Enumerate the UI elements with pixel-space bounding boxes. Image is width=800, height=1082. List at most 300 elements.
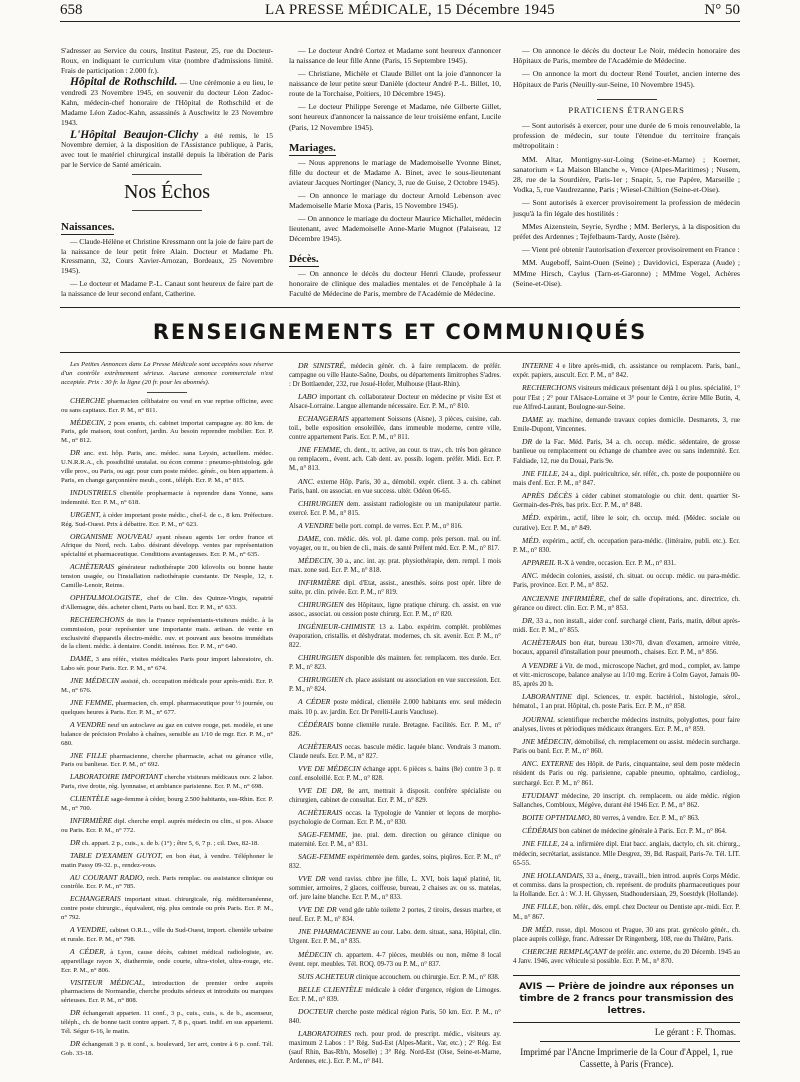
classified-ad — [513, 616, 740, 635]
classified-ad — [513, 692, 740, 711]
ad-keyword: MÉD. — [522, 513, 541, 523]
ad-keyword: SAGE-FEMME, — [298, 830, 348, 840]
divider — [132, 210, 202, 211]
ad-text: médecin colonies, assisté, ch. situat. ou occup. médic. ou para-médic. Paris, province. Ecr. P. M., n° 852. — [513, 573, 740, 590]
ad-keyword: DR — [70, 1008, 81, 1018]
ad-keyword: JNE FEMME, — [70, 698, 114, 707]
ad-keyword: CHIRURGIEN — [298, 675, 344, 685]
classified-ad — [289, 950, 501, 969]
ad-keyword: INGÉNIEUR-CHIMISTE — [298, 622, 376, 632]
practitioner-notice: MM. Augeboff, Saint-Ouen (Seine) ; Davidovici, Esperaza (Aude) ; MMme Hirsch, Caylus (Tarn-et-Garonne) ; MMme Vogel, Achères (Seine-et-Oise). — [513, 258, 740, 288]
top-column-1 — [61, 46, 273, 302]
ad-text: ch. dent., tr. active, au cour. ts trav., ch. très bon gérance ou remplacem., évent. ach. Cab dent. av. possib. logem. préfér. Midi. Ecr. P. M., n° 813. — [289, 447, 501, 473]
ad-keyword: LABORANTINE — [522, 692, 572, 702]
ad-text: pharmacien célibataire ou veuf en vue reprise officine, avec ou sans capitaux. Ecr. P. M., n° 811. — [61, 397, 273, 414]
classified-ad — [289, 499, 501, 518]
ad-text: 8e arrt, mettrait à disposit. confrère spécialiste ou chirurgien, cabinet de consultat. Ecr. P. M., n° 829. — [289, 787, 502, 804]
ad-text: vend gde table toilette 2 portes, 2 tiroirs, dessus marbre, et neuf. Ecr. P. M., n° 834. — [289, 907, 501, 924]
classified-ad — [289, 653, 501, 672]
ads-column-3 — [513, 361, 740, 1070]
classified-ad — [61, 1040, 273, 1059]
classified-ad — [289, 852, 501, 871]
marriage-notice: — Nous apprenons le mariage de Mademoiselle Yvonne Binet, fille du docteur et de Madame A. Binet, avec le sous-lieutenant aviateur Jacques Nortinger (Nancy, 3, rue de Guise, 2 Octobre 1945). — [289, 157, 501, 187]
ad-text: dipl. d'Etat, assist., anesthés. soins post opér. libre de suite, pr. clin. privée. Ecr. P. M., n° 819. — [289, 579, 501, 596]
practitioner-notice: — Sont autorisés à exercer, pour une durée de 6 mois renouvelable, la profession de médecin, sur toute l'étendue du territoire français métropolitain : — [513, 121, 740, 151]
classified-ad — [289, 414, 501, 442]
ad-keyword: VVE DE MÉDECIN — [298, 763, 361, 773]
ad-text: de ttes la France représentants-visiteurs médic. à la commission, pour représenter une importante mais. artisan. de vente en exclusivité d'appareils électro-médic. ouv. et pouvant aux besoins immédiats de la client. médic. à dentaire. Condit. intéress. Ecr. P. M., n° 640. — [61, 616, 273, 651]
classified-ad — [513, 826, 740, 836]
ad-text: médecine, 20 inscript. ch. remplacem. ou aide médic. région Sallanches, Combloux, Mégève, durant été 1946 Ecr. P. M., n° 862. — [513, 792, 740, 809]
renseignements-heading: RENSEIGNEMENTS ET COMMUNIQUÉS — [152, 320, 648, 344]
ad-text: scientifique recherche médecins instruits, polyglottes, pour faire analyses, livres et périodiques médicaux étrangers. Ecr. P. M., n° 859. — [513, 716, 740, 733]
classified-ad — [513, 737, 740, 756]
ad-keyword: ORGANISME NOUVEAU — [70, 531, 153, 541]
ad-keyword: JNE MÉDECIN — [70, 676, 120, 686]
classified-ad — [61, 839, 273, 849]
rothschild-text: — Une cérémonie a eu lieu, le vendredi 23 Novembre 1945, en souvenir du docteur Léon Zadoc-Kahn, médecin-chef honoraire de l'Hôpital de Rothschild et de Madame Léon Zadoc-Kahn, assassinés à Auschwitz le 23 Novembre 1943. — [61, 78, 273, 127]
ad-text: expérim., actif, libre le soir, ch. occup. méd. (Médec. sociale ou curative). Ecr. P. M., n° 849. — [513, 515, 740, 532]
ad-keyword: SAGE-FEMME — [298, 852, 346, 862]
ad-text: 24 a., dipl. puéricultrice, sér. référ., ch. poste de pouponnière ou mais d'enf. Ecr. P. M., n° 847. — [513, 470, 740, 487]
beaujon-text: a été remis, le 15 Novembre dernier, à la disposition de l'Assistance publique, à Paris, avec tout le matériel chirurgical installé depuis la libération de Paris par le Service de Santé américain. — [61, 130, 273, 169]
birth-notice: — Le docteur et Madame P.-L. Canaut sont heureux de faire part de la naissance de leur second enfant, Catherine. — [61, 279, 273, 298]
beaujon-title: L'Hôpital Beaujon-Clichy — [70, 128, 199, 141]
ad-text: cherche visiteurs médicaux ouv. 2 labor. Paris, rive droite, rég. lyonnaise, et ambiance parisienne. Ecr. P. M., n° 698. — [61, 774, 273, 791]
ad-keyword: DAME, — [298, 533, 321, 543]
classified-ad — [513, 491, 740, 510]
praticiens-heading: PRATICIENS ÉTRANGERS — [568, 104, 685, 115]
birth-notice: — Le docteur André Cortez et Madame sont heureux d'annoncer la naissance de leur fille Anne (Paris, 15 Septembre 1945). — [289, 46, 501, 66]
classified-ad — [61, 852, 273, 871]
death-notice: — On annonce le décès du docteur Henri Claude, professeur honoraire de clinique des maladies mentales et de l'encéphale à la Faculté de Médecine de Paris, membre de l'Académie de Médecine. — [289, 269, 501, 299]
classified-ad — [513, 925, 740, 944]
ad-text: échangerait apparten. 11 conf., 3 p., cuis., cuis., s. de b., ascenseur, téléph., ch. de bonne tacit contre appart. 7, 8 p., quart. indif. en sus appartemt. Tél. Ségur 6-16, le matin. — [61, 1010, 274, 1036]
classified-ad — [513, 839, 740, 868]
classified-ad — [61, 616, 273, 653]
ad-keyword: CLIENTÈLE — [70, 794, 110, 804]
ad-keyword: JNE FILLE, — [522, 468, 560, 478]
ad-text: 24 a. infirmière dipl. Etat bacc. anglais, dactylo, ch. sit. chirurg., médecin, secrétariat, assistance. Mlle Desgrez, 39, Bd. Raspail, Paris-7e. Tél. LIT. 65-55. — [513, 841, 740, 867]
ad-text: 30 a., anc. int. ay. prat. physiothérapie, dem. rempl. 1 mois max. zone sud. Ecr. P. M., n° 818. — [289, 557, 501, 574]
ad-text: 4 e libre après-midi, ch. assistance ou remplacem. Paris, banl., expér. papiers, auscult. Ecr. P. M., n° 842. — [513, 363, 740, 380]
rothschild-notice — [61, 78, 273, 127]
ad-text: rech. Paris remplac. ou assistance clinique ou contrôle. Ecr. P. M., n° 785. — [61, 874, 274, 891]
ad-keyword: ACHÈTERAIS — [298, 741, 343, 751]
ad-keyword: ANC. EXTERNE — [522, 759, 574, 769]
classified-ad — [61, 449, 273, 486]
ad-text: clientèle propharmacie à reprendre dans Yonne, sans indemnité. Ecr. P. M., n° 618. — [61, 489, 273, 506]
classified-ad — [61, 721, 273, 749]
ad-keyword: VVE DR — [298, 874, 326, 884]
ad-keyword: DAME, — [70, 654, 93, 664]
classified-ad — [513, 558, 740, 568]
ad-keyword: ANC. — [298, 476, 315, 486]
ad-text: disponible dès mainten. fer. remplacem. ttes durée. Ecr. P. M., n° 823. — [289, 655, 501, 672]
classified-ad — [61, 677, 273, 696]
birth-notice: — Le docteur Philippe Serenge et Madame, née Gilberte Gillet, sont heureux d'annoncer la naissance de leur troisième enfant, Lucile (Paris, 12 Novembre 1945). — [289, 102, 501, 132]
ad-text: dem. assistant radiologiste ou un manipulateur partie. exercé. Ecr. P. M., n° 815. — [289, 500, 501, 517]
classified-ad — [61, 511, 273, 530]
practitioner-notice: MMes Aizenstein, Seyrie, Syrdhe ; MM. Berlerys, à la disposition du préfet des Ardennes ; Tejfelbaum-Tardy, Aoste (Isère). — [513, 221, 740, 242]
ad-text: médicale à céder d'urgence, région de Limoges. Ecr. P. M., n° 839. — [289, 986, 501, 1003]
ad-text: à Lyon, cause décès, cabinet médical radiologiste, av. appareillage rayon X, diathermie, onde courte, ultra-violet, ultra-rouge, etc. Ecr. P. M., n° 806. — [61, 948, 274, 974]
classified-ad — [61, 533, 273, 561]
ad-keyword: ACHÈTERAIS — [522, 638, 567, 648]
ad-text: introduction de premier ordre auprès pharmaciens de Normandie, cherche produits sérieux et introduits ou marques sérieuses. Ecr. P. M., n° 808. — [61, 979, 274, 1005]
ad-keyword: ACHÈTERAIS — [298, 807, 343, 817]
ad-text: pharmacienne, cherche pharmacie, achat ou gérance ville, Paris ou banlieue. Ecr. P. M., n° 692. — [61, 752, 273, 769]
ad-keyword: CÉDÉRAIS — [298, 719, 334, 729]
practitioner-notice: — Sont autorisés à exercer provisoirement la profession de médecin jusqu'à la fin légale des hostilités : — [513, 198, 740, 218]
ad-keyword: A VENDRE — [522, 660, 558, 670]
naissances-heading: Naissances. — [61, 220, 115, 233]
ad-keyword: JNE FILLE — [70, 750, 107, 760]
ad-keyword: BOITE OPTHTALMO, — [522, 813, 592, 823]
ad-text: ch. place assistant ou association en vue succession. Ecr. P. M., n° 824. — [289, 677, 501, 694]
classified-ad — [61, 419, 273, 447]
ad-keyword: VVE DE DR — [298, 905, 337, 915]
classified-ad — [61, 979, 273, 1007]
ad-text: de la Fac. Méd. Paris, 34 a. ch. occup. médic. sédentaire, de grosse banlieue ou remplacement ou échange de chambre avec ou sans indemnité. Ecr. Faldiade, 12, rue du Douai, Paris 9e. — [513, 439, 740, 465]
birth-notice: — Claude-Hélène et Christine Kressmann ont la joie de faire part de la naissance de leur petit frère Alain. Docteur et Madame Ph. Kressmann, 32, Cours Xavier-Arnozan, Bordeaux, 25 Novembre 1945). — [61, 236, 273, 276]
divider — [597, 99, 657, 100]
classified-ad — [289, 742, 501, 761]
ad-text: médecin génér. ch. à faire remplacem. de préfér. campagne ou ville Haute-Saône, Doubs, ou départements limitrophes S'adres. : Dr Bottlaender, 232, rue Josué-Hofer, Mulhouse (Haut-Rhin). — [289, 363, 502, 389]
ad-text: générateur radiothérapie 200 kilovolts ou bonne haute tension usagée, ou l'installation radiothérapie cuestante. Dr Nesple, 12, r. Camille-Lenoir, Reims. — [61, 564, 273, 590]
section-rule — [60, 307, 740, 308]
ad-text: au cour. Labo. dem. situat., sana, Hôpital, clin. Urgent. Ecr. P. M., n° 835. — [289, 929, 502, 946]
ad-text: vend raviss. chbre jne fille, L. XVI, bois laqué platiné, lit, sommier, armoires, 2 glaces, coiffeuse, bureau, 2 chaises av. ou ss. matelas, orf. jure laine blanche. Ecr. P. M., n° 833. — [289, 876, 502, 902]
ad-keyword: SUIS ACHETEUR — [298, 971, 355, 981]
running-head — [60, 2, 740, 20]
ad-text: des Hôpitaux, ligne pratique chirurg. ch. assist. en vue assoc., associat. ou cession poste chirurg. Ecr. P. M., n° 820. — [289, 602, 502, 619]
ad-text: poste médical, clientèle 2.000 habitants env. seul médecin mais. 10 p. av. jardin. Ecr. Dr Perelli-Lauris Vaucluse). — [289, 699, 501, 716]
classified-ad — [289, 521, 501, 531]
ad-text: cabinet O.R.L., ville du Sud-Ouest, import. clientèle urbaine et rurale. Ecr. P. M., n° 798. — [61, 927, 274, 943]
practitioner-notice: — Vient pré obtenir l'autorisation d'exercer provisoirement en France : — [522, 245, 740, 255]
ad-keyword: CHERCHE REMPLAÇANT — [522, 947, 608, 957]
ad-keyword: DR — [70, 837, 81, 847]
course-notice-tail: S'adresser au Service du cours, Institut Pasteur, 25, rue du Docteur-Roux, en indiquant le curriculum vitæ (nombre d'admissions limité. Frais de participation : 2.000 fr.). — [61, 46, 273, 75]
publication-title: LA PRESSE MÉDICALE, 15 Décembre 1945 — [265, 2, 555, 18]
classified-ad — [289, 534, 501, 553]
classified-ad — [289, 675, 501, 694]
ad-text: 80 verres, à vendre. Ecr. P. M., n° 863. — [593, 815, 700, 823]
ad-keyword: CHIRURGIEN — [298, 498, 344, 508]
ad-keyword: AU COURANT RADIO, — [70, 872, 145, 882]
classified-ad — [61, 948, 273, 976]
marriage-notice: — On annonce le mariage du docteur Arnold Lebenson avec Mademoiselle Marie Moxa (Paris, 15 Novembre 1945). — [289, 190, 501, 210]
ad-keyword: DR SINISTRÉ, — [298, 361, 346, 370]
classified-ad — [61, 655, 273, 674]
ad-text: chef de salle d'opérations, anc. directrice, ch. gérance ou direct. clin. Ecr. P. M., n° 853. — [513, 595, 741, 612]
ad-keyword: ANCIENNE INFIRMIÈRE, — [522, 593, 606, 603]
issue-number: N° 50 — [704, 2, 740, 18]
classified-ad — [289, 361, 501, 389]
ad-keyword: JNE FILLE, — [522, 839, 560, 849]
ad-keyword: MÉD. — [522, 535, 541, 545]
ad-text: à céder cabinet stomatologie ou chir. dent. quartier St-Germain-des-Prés, bas prix. Ecr. P. M., n° 848. — [513, 493, 740, 510]
ad-keyword: DR, — [522, 615, 535, 625]
classified-ad — [61, 397, 273, 416]
ad-keyword: LABORATOIRES — [298, 1028, 352, 1038]
ad-keyword: BELLE CLIENTÈLE — [298, 984, 363, 994]
ad-keyword: LABO — [298, 392, 317, 402]
ad-text: démobilisé, ch. remplacement ou assist. médecin surcharge. Paris ou banl. Ecr. P. M., n° 860. — [513, 738, 740, 756]
ad-text: à céder important poste médic., chef-l. de c., 8 km. Préfecture. Rég. Sud-Ouest. Prix à débattre. Ecr. P. M., n° 623. — [61, 511, 274, 528]
ad-keyword: JNE HOLLANDAIS, — [522, 870, 585, 880]
birth-notice: — Christiane, Michèle et Claude Billet ont la joie d'annoncer la naissance de leur petite sœur Danièle (docteur André P.-L. Billet, 10, route de la Torchaise, Poitiers, 10 Décembre 1945). — [289, 69, 501, 99]
ad-keyword: RECHERCHONS — [70, 614, 124, 624]
classified-ad — [513, 383, 740, 412]
classified-ad — [289, 808, 501, 827]
deces-heading: Décès. — [289, 253, 319, 266]
ad-text: expérim., actif, ch. occupation para-médic. (littéraire, publi. etc.). Ecr. P. M., n° 830. — [513, 537, 740, 554]
ad-text: occas. la Typologie de Vannier et leçons de morpho-psychologie de Corman. Ecr. P. M., n° 830. — [289, 809, 502, 826]
top-column-3 — [513, 46, 740, 292]
ad-keyword: MÉDECIN — [298, 949, 332, 959]
ad-keyword: A VENDRE, — [70, 925, 108, 935]
ad-text: échange appt. 6 pièces s. bains (8e) contre 3 p. tt conf. ensoleillé. Ecr. P. M., n° 828. — [289, 765, 501, 782]
classified-ad — [289, 985, 501, 1004]
ad-text: appartement Soissons (Aisne), 3 pièces, cuisine, cab. toil., belle exposition ensoleillée, dans immeuble moderne, centre ville, contre appartement Paris. Ecr. P. M., n° 811. — [289, 416, 501, 442]
ads-column-1 — [61, 361, 273, 1062]
ad-keyword: MÉDECIN, — [298, 555, 334, 565]
ad-keyword: JNE PHARMACIENNE — [298, 927, 371, 937]
ad-keyword: TABLE D'EXAMEN GUYOT, — [70, 850, 163, 860]
death-notice: — On annonce le décès du docteur Le Noir, médecin honoraire des Hôpitaux de Paris, membre de l'Académie de Médecine. — [513, 46, 740, 66]
classified-ad — [61, 752, 273, 771]
ad-text: bon. référ., dés. empl. chez Docteur ou Dentiste apr.-midi. Ecr. P. M., n° 867. — [513, 904, 741, 921]
ad-text: pharmacien, ch. empl. pharmaceutique pour ½ journée, ou quelques heures à Paris. Ecr. P. M., n° 677. — [61, 700, 274, 716]
classified-ad — [61, 489, 273, 508]
ad-keyword: A VENDRE — [298, 520, 334, 530]
death-notice: — On annonce la mort du docteur René Tourlet, ancien interne des Hôpitaux de Paris (Neuilly-sur-Seine, 10 Novembre 1945). — [513, 69, 740, 89]
classified-ad — [289, 830, 501, 849]
classified-ad — [289, 622, 501, 650]
ad-keyword: INTERNE — [522, 361, 553, 370]
ad-keyword: ANC. — [522, 571, 539, 581]
classified-ad — [513, 415, 740, 434]
ad-text: russe, dipl. Moscou et Prague, 30 ans prat. gynécolo génér., ch. place auprès collège, franc. Adresser Dr Ringenberg, 108, rue du Théâtre, Paris. — [513, 926, 740, 943]
classified-ad — [513, 661, 740, 690]
avis-box: AVIS — Prière de joindre aux réponses un timbre de 2 francs pour transmission des lettres. — [513, 975, 740, 1023]
ad-keyword: APRÈS DÉCÈS — [522, 491, 572, 501]
ad-keyword: ECHANGERAIS — [70, 894, 121, 904]
classified-ad — [513, 536, 740, 555]
ad-keyword: DOCTEUR — [298, 1006, 334, 1016]
classified-ad — [289, 972, 501, 982]
nos-echos-heading: Nos Échos — [123, 180, 211, 203]
ad-text: 33 a., non install., aider conf. surchargé client, Paris, matin, début après-midi. Ecr. P. M., n° 855. — [513, 617, 740, 635]
gerant-line: Le gérant : F. Thomas. — [654, 1027, 736, 1038]
practitioner-notice: MM. Altar, Montigny-sur-Loing (Seine-et-Marne) ; Koerner, sanatorium « La Maison Blanche », Vence (Alpes-Maritimes) ; Nusem, 28, rue de la Sourdière, Paris-1er ; Snapir, 5, rue Papère, Marseille ; Vodka, 5, rue Vaudrezanne, Paris ; Wiesel-Chiltion (Seine-et-Oise). — [513, 154, 740, 195]
classified-ad — [289, 445, 501, 473]
ad-keyword: JNE MÉDECIN, — [522, 736, 573, 746]
classified-ad — [513, 902, 740, 921]
ad-text: chef de Clin. des Quinze-Vingts, rapatrié d'Allemagne, dés. acheter client, Paris ou banl. Ecr. P. M., n° 633. — [61, 594, 273, 611]
ad-text: neuf un autoclave au gaz en cuivre rouge, pet. modèle, et une balance de précision Prolabo à chaînes, sensible au 1/10 de mgr. Ecr. P. M., n° 680. — [61, 721, 273, 747]
header-rule — [60, 21, 740, 22]
ad-text: con. médic. dés. vol. pl. dame comp. près person. mal. ou inf. voyager, ou tr., ou bien de cli., mais. de santé Préfent méd. Ecr. P. M., n° 817. — [289, 535, 501, 552]
classified-ad — [289, 764, 501, 783]
ad-keyword: DR — [70, 448, 81, 458]
ad-text: bonne clientèle rurale. Bretagne. Facilités. Ecr. P. M., n° 826. — [289, 721, 501, 738]
ad-keyword: JNE FEMME, — [298, 445, 342, 455]
classified-ad — [513, 715, 740, 734]
classified-ad — [61, 594, 273, 613]
ad-text: important situat. chirurgicale, rég. méditerranéenne, contre poste chirurgic., équivalent, rég. plus centrale ou près Paris. Ecr. P. M., n° 792. — [61, 896, 273, 922]
classified-ad — [289, 697, 501, 716]
ad-text: bon cabinet de médecine générale à Paris. Ecr. P. M., n° 864. — [559, 828, 727, 836]
classified-ad — [513, 571, 740, 590]
classified-ad — [289, 392, 501, 411]
ad-text: assisté, ch. occupation médicale pour après-midi. Ecr. P. M., n° 676. — [61, 678, 274, 695]
ad-text: ch. appart. 2 p., cuis., s. de b. (1°) ; être 5, 6, 7 p. ; cil. Dax, 82-18. — [81, 839, 260, 847]
praticiens-heading-block — [513, 99, 740, 115]
ad-keyword: A VENDRE — [70, 719, 106, 729]
classified-ad — [289, 720, 501, 739]
ads-column-2 — [289, 361, 501, 1069]
ad-text: 33 a., énerg., travaill., bien introd. auprès Corps Médic. et commiss. dans la prospection, ch. représent. de produits pharmaceutiques pour la Hollande. Ecr. à : W. J. H. Ghyssen, Stadhoudersiaan, 29, Soestdyk (Hollande). — [513, 872, 740, 899]
ad-keyword: CHERCHE — [70, 395, 106, 405]
classified-ad — [289, 874, 501, 902]
classified-ad — [61, 699, 273, 718]
ad-keyword: MÉDECIN, — [70, 417, 106, 427]
ad-text: bon état, bureau 130×70, divan d'examen, armoire vitrée, bocaux, appareil d'installation pour pneumoth., chaises. Ecr. P. M., n° 856. — [513, 640, 740, 657]
ad-text: anc. ext. hôp. Paris, anc. médec. sana Leysin, actuellem. médec. U.N.R.R.A., ch. possibilité unstalat. ou écon comme : pneumo-phtisiolog. gde ville prov., ou Paris, ou agr. pour cum poste médec. génér., ou bien appartem. à Paris, en change garçonnière meub., cont., téléph. Ecr. P. M., n° 815. — [61, 450, 273, 484]
classified-ad — [61, 874, 273, 893]
ad-text: important ch. collaborateur Docteur en médecine pr visite Est et Alsace-Lorraine. Langue allemande nécessaire. Ecr. P. M., n° 810. — [289, 394, 501, 411]
ad-text: 13 a. Labo. expérim. complét. problèmes évaporation, cristallis. et déshydratat. modernes, ch. sit. avenir. Ecr. P. M., n° 822. — [289, 624, 501, 650]
ad-keyword: DAME — [522, 414, 544, 424]
marriage-notice: — On annonce le mariage du docteur Maurice Michallet, médecin lieutenant, avec Mademoiselle Anne-Marie Mugnot (Palaiseau, 12 Décembre 1945). — [289, 214, 501, 244]
classified-ad — [289, 1029, 501, 1066]
ad-text: sage-femme à céder, bourg 2.500 habitants, sus-Rhin. Ecr. P. M., n° 700. — [61, 796, 273, 813]
ad-keyword: APPAREIL — [522, 558, 556, 568]
classified-ad — [513, 871, 740, 900]
classified-ad — [289, 600, 501, 619]
divider — [132, 174, 202, 175]
ad-text: cherche poste médical région Paris, 50 km. Ecr. P. M., n° 840. — [289, 1008, 502, 1025]
ad-text: échangerait 3 p. tt conf., s. boulevard, 1er arrt, contre à 6 p. conf. Tél. Gob. 33-18. — [61, 1041, 274, 1057]
classified-ad — [61, 1009, 273, 1037]
ad-keyword: VISITEUR MÉDICAL, — [70, 977, 145, 987]
ad-keyword: VVE DE DR, — [298, 785, 344, 795]
divider — [540, 1041, 740, 1042]
classified-ad — [61, 817, 273, 836]
classified-ad — [61, 773, 273, 792]
ad-keyword: RECHERCHONS — [522, 383, 576, 393]
rothschild-title: Hôpital de Rothschild. — [70, 76, 178, 89]
top-column-2 — [289, 46, 501, 302]
classified-ad — [513, 813, 740, 823]
ad-keyword: INFIRMIÈRE — [70, 815, 113, 825]
classified-ad — [513, 469, 740, 488]
classified-ad — [289, 477, 501, 496]
ad-keyword: A CÉDER, — [70, 946, 106, 956]
ad-text: expérimentée dem. gardes, soins, piqûres. Ecr. P. M., n° 832. — [289, 854, 502, 871]
classified-ad — [61, 795, 273, 814]
ad-text: dipl. Sciences, tr. expér. bactériol., histologie, sérol., hématol., 1 an prat. Hôpital, ch. poste Paris. Ecr. P. M., n° 858. — [513, 694, 740, 711]
printer-line: Imprimé par l'Ancne Imprimerie de la Cour d'Appel, 1, rue Cassette, à Paris (France). — [520, 1046, 733, 1069]
ad-keyword: CÉDÉRAIS — [522, 826, 558, 836]
heading-rule — [60, 352, 740, 353]
ad-keyword: JNE FILLE, — [522, 902, 560, 912]
ad-text: clinique accouchem. ou chirurgie. Ecr. P. M., n° 838. — [355, 973, 500, 981]
mariages-heading: Mariages. — [289, 141, 336, 154]
ad-keyword: A CÉDER — [298, 697, 331, 707]
classified-ad — [513, 437, 740, 466]
ad-text: R-X à vendre, occasion. Ecr. P. M., n° 831. — [557, 560, 676, 568]
ad-text: ay. machine, demande travaux copies domicile. Desmarets, 3, rue Emile-Dupont, Vincennes. — [513, 416, 740, 434]
classified-ad — [289, 1007, 501, 1026]
classified-ad — [61, 563, 273, 591]
classified-ad — [289, 927, 501, 946]
ad-text: occas. bascule médic. laquée blanc. Vendrais 3 manom. Claude neufs. Ecr. P. M., n° 827. — [289, 743, 501, 760]
ad-keyword: INDUSTRIELS — [70, 487, 117, 497]
ad-keyword: OPHTALMOLOGISTE, — [70, 592, 143, 602]
ad-keyword: CHIRURGIEN — [298, 600, 344, 610]
ad-keyword: INFIRMIÈRE — [298, 577, 341, 587]
classified-ad — [289, 556, 501, 575]
ad-text: dipl. cherche empl. auprès médecin ou clin., si pos. Alsace ou Paris. Ecr. P. M., n° 772. — [61, 817, 273, 834]
ad-keyword: DR — [522, 437, 533, 447]
ad-keyword: ETUDIANT — [522, 790, 559, 800]
page-number: 658 — [60, 2, 83, 18]
classified-ad — [289, 905, 501, 924]
classified-ad — [61, 895, 273, 923]
ad-text: visiteurs médicaux présentant déjà 1 ou plus. spécialité, 1° pour l'Est ; 2° pour l'Alsace-Lorraine et 3° pour le Centre, écrire Mlle Butin, 4, rue Alfred-Laurant, Boulogne-sur-Seine. — [513, 385, 740, 411]
ad-keyword: ACHÈTERAIS — [70, 562, 115, 572]
ad-text: des Hôpit. de Paris, cinquantaine, seul dem poste médecin résident ds Paris ou rég. parisienne, capable pneumo, ophtalmo, cardiolog., surchargé. Ecr. P. M., n° 861. — [513, 761, 741, 787]
ad-text: de préfér. anc. externe, du 20 Décemb. 1945 au 4 Janv. 1946, avec véhicule si possible. Ecr. P. M., n° 870. — [513, 949, 740, 966]
classified-ad — [513, 361, 740, 380]
ad-text: externe Hôp. Paris, 30 a., démobil. expér. client. 3 a. ch. cabinet Paris, banl. ou associat. en vue success. ultér. Odéon 06-65. — [289, 478, 501, 495]
ad-keyword: LABORATOIRE IMPORTANT — [70, 772, 163, 782]
ad-text: ch. appartem. 4-7 pièces, meublés ou non, même 8 local évent. repr. meubles. Tél. ROQ. 09-73 ou P. M., n° 837. — [289, 951, 501, 968]
ad-text: à Vit. de mod., microscope Nachet, grd mod., complet, av. lampe et vitr.-microscope, balance analyse au 1/10 mg. Ecrire à Colm Gayot, Jamais 00-85, après 20 h. — [513, 662, 740, 688]
classified-ad — [513, 594, 740, 613]
ad-keyword: URGENT, — [70, 509, 101, 519]
ad-text: en bon état, à vendre. Téléphoner le matin Passy 09-32. p., rendez-vous. — [61, 852, 273, 869]
beaujon-notice — [61, 128, 273, 170]
classified-ad — [61, 926, 273, 945]
ad-keyword: DR — [70, 1039, 81, 1048]
ad-keyword: CHIRURGIEN — [298, 653, 344, 663]
ad-text: belle port. compl. de verres. Ecr. P. M., n° 816. — [335, 522, 463, 530]
divider — [147, 392, 187, 393]
classified-ad — [289, 786, 501, 805]
classified-ad — [513, 759, 740, 788]
ad-text: jne. pral. dem. direction ou gérance clinique ou maternité. Ecr. P. M., n° 831. — [289, 832, 501, 849]
ad-text: rech. pour prod. de prescript. médic., visiteurs ay. maximum 2 Labos : 1° Rég. Sud-Est (Alpes-Marit., Var, etc.) ; 2° Rég. Est (sauf Rhin, Bas-Rh'n, Moselle) ; 3° Rég. Nord-Est (Oise, Seine-et-Marne, Ardennes, etc.). Ecr. P. M., n° 841. — [289, 1030, 501, 1065]
ad-keyword: JOURNAL — [522, 714, 555, 724]
classified-ad — [289, 578, 501, 597]
ads-intro: Les Petites Annonces dans La Presse Médicale sont acceptées sous réserve d'un contrôle extrêmement sérieux. Aucune annonce commerciale n'est acceptée. Prix : 30 fr. la ligne (20 fr. pour les abonnés). — [61, 361, 273, 386]
classified-ad — [513, 947, 740, 966]
ads-list — [513, 361, 740, 966]
ad-text: ayant réseau agents 1er ordre france et Afrique du Nord, rech. Labo. désirant développ. ventes par représentation spécialité et pharmaceutique. Conditions avantageuses. Ecr. P. M., n° 635. — [61, 533, 274, 559]
classified-ad — [513, 513, 740, 532]
ad-keyword: ECHANGERAIS — [298, 414, 349, 424]
ad-text: 2 pces enants, ch. cabinet importat campagne ay. 80 km. de Paris, gde maison, tout confort, jardin. Au besoin reprendre mobilier. Ecr. P. M., n° 812. — [61, 419, 273, 445]
ad-keyword: DR MÉD. — [522, 924, 554, 934]
ad-text: 3 ans référ., visites médicales Paris pour import laboratoire, ch. Labo sér. pour Paris. Ecr. P. M., n° 674. — [61, 656, 273, 673]
classified-ad — [513, 791, 740, 810]
classified-ad — [513, 638, 740, 657]
